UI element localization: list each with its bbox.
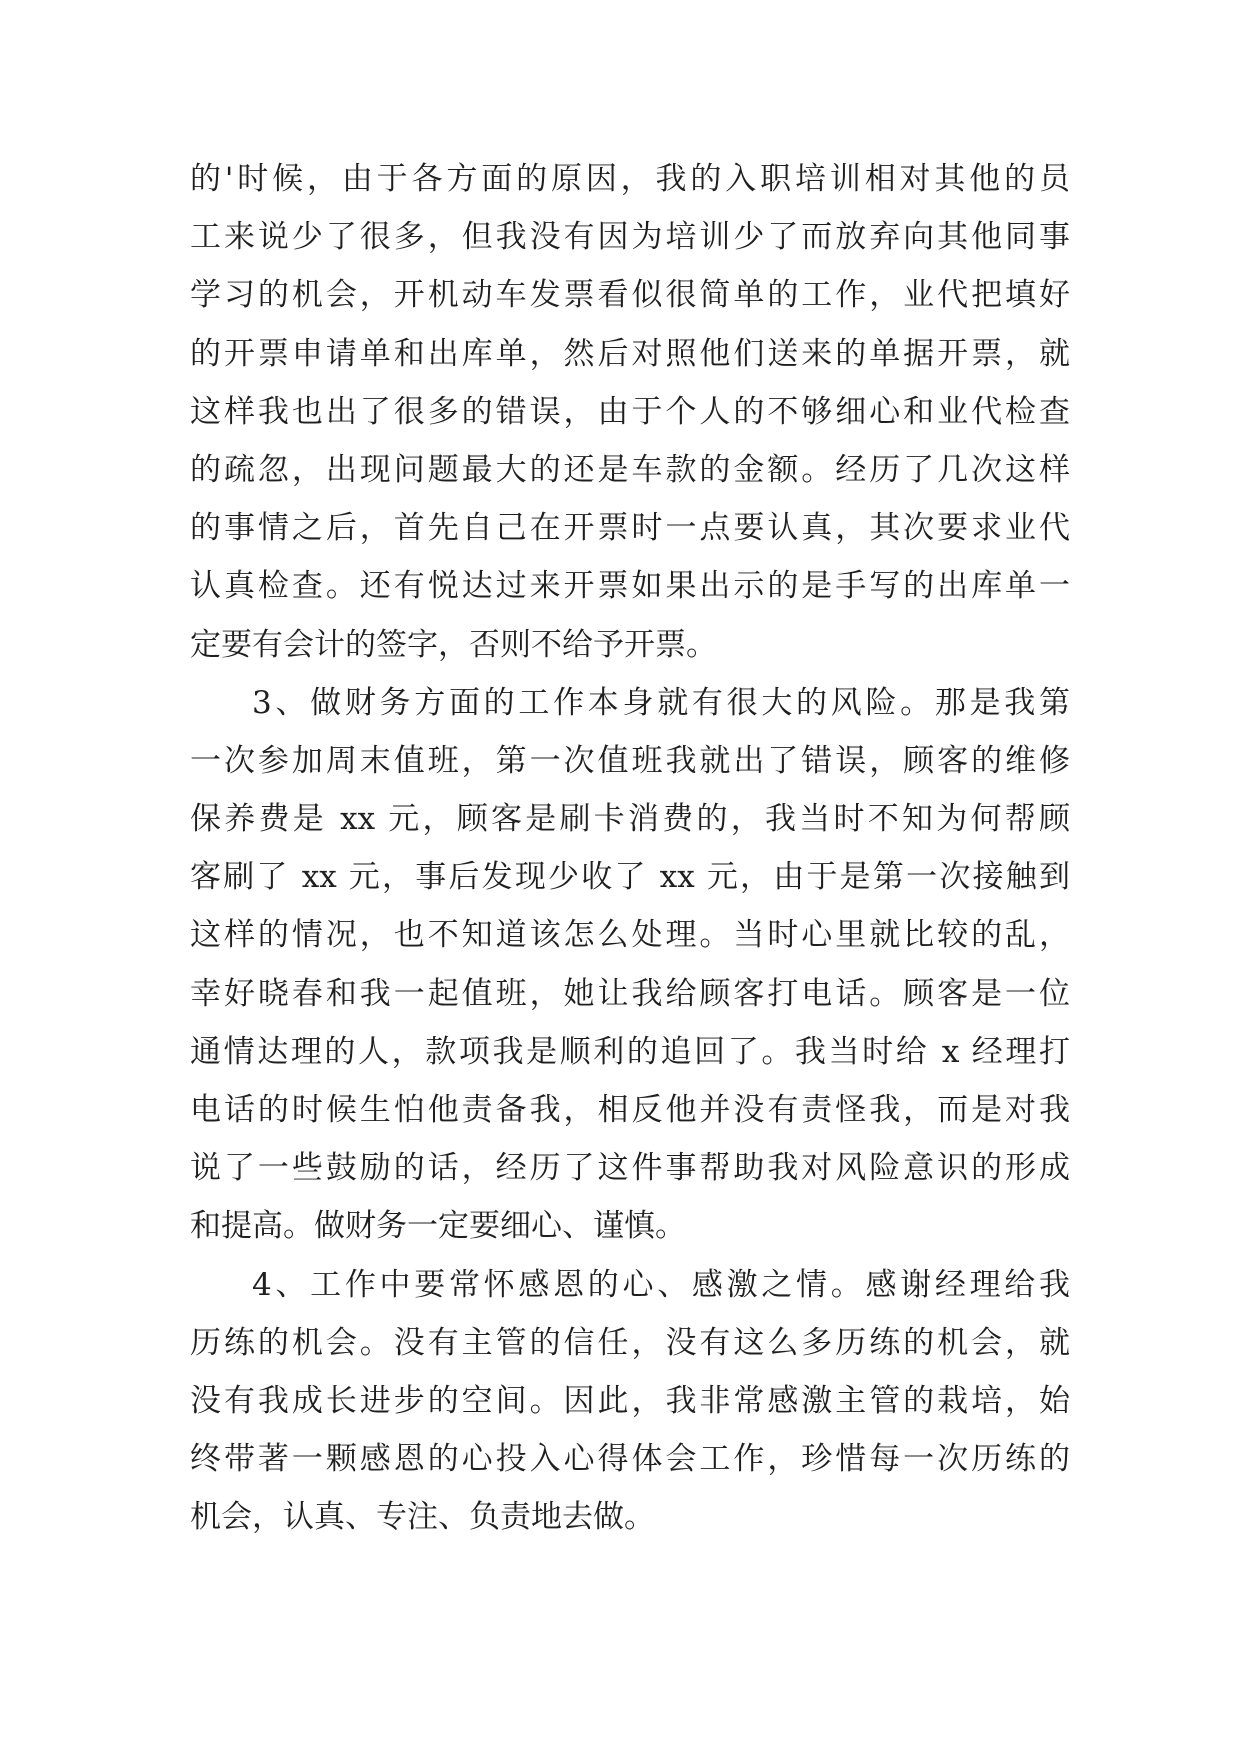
- text-line: 终带著一颗感恩的心投入心得体会工作，珍惜每一次历练的: [190, 1441, 1070, 1478]
- paragraph-1: [190, 150, 1070, 674]
- paragraph-3: [190, 1256, 1070, 1547]
- text-line: 没有我成长进步的空间。因此，我非常感激主管的栽培，始: [190, 1382, 1070, 1419]
- text-line: 保养费是 xx 元，顾客是刷卡消费的，我当时不知为何帮顾: [190, 801, 1070, 838]
- paragraph-2: [190, 674, 1070, 1256]
- text-line: 的开票申请单和出库单，然后对照他们送来的单据开票，就: [190, 335, 1070, 372]
- text-line: 定要有会计的签字，否则不给予开票。: [190, 626, 717, 663]
- text-line: 机会，认真、专注、负责地去做。: [190, 1499, 655, 1536]
- text-line: 工来说少了很多，但我没有因为培训少了而放弃向其他同事: [190, 219, 1070, 256]
- text-line: 认真检查。还有悦达过来开票如果出示的是手写的出库单一: [190, 568, 1070, 605]
- text-line: 幸好晓春和我一起值班，她让我给顾客打电话。顾客是一位: [190, 975, 1070, 1012]
- text-line: 一次参加周末值班，第一次值班我就出了错误，顾客的维修: [190, 742, 1070, 779]
- text-line: 3、做财务方面的工作本身就有很大的风险。那是我第: [252, 684, 1070, 721]
- text-line: 和提高。做财务一定要细心、谨慎。: [190, 1208, 686, 1245]
- text-line: 客刷了 xx 元，事后发现少收了 xx 元，由于是第一次接触到: [190, 859, 1070, 896]
- document-body: [190, 150, 1070, 1547]
- text-line: 的事情之后，首先自己在开票时一点要认真，其次要求业代: [190, 510, 1070, 547]
- text-line: 这样的情况，也不知道该怎么处理。当时心里就比较的乱，: [190, 917, 1070, 954]
- text-line: 的疏忽，出现问题最大的还是车款的金额。经历了几次这样: [190, 451, 1070, 488]
- text-line: 学习的机会，开机动车发票看似很简单的工作，业代把填好: [190, 277, 1070, 314]
- text-line: 这样我也出了很多的错误，由于个人的不够细心和业代检查: [190, 393, 1070, 430]
- text-line: 的'时候，由于各方面的原因，我的入职培训相对其他的员: [190, 161, 1070, 197]
- text-line: 4、工作中要常怀感恩的心、感激之情。感谢经理给我: [252, 1266, 1070, 1303]
- text-line: 说了一些鼓励的话，经历了这件事帮助我对风险意识的形成: [190, 1150, 1070, 1187]
- text-line: 通情达理的人，款项我是顺利的追回了。我当时给 x 经理打: [190, 1033, 1070, 1070]
- text-line: 电话的时候生怕他责备我，相反他并没有责怪我，而是对我: [190, 1092, 1070, 1128]
- text-line: 历练的机会。没有主管的信任，没有这么多历练的机会，就: [190, 1324, 1070, 1361]
